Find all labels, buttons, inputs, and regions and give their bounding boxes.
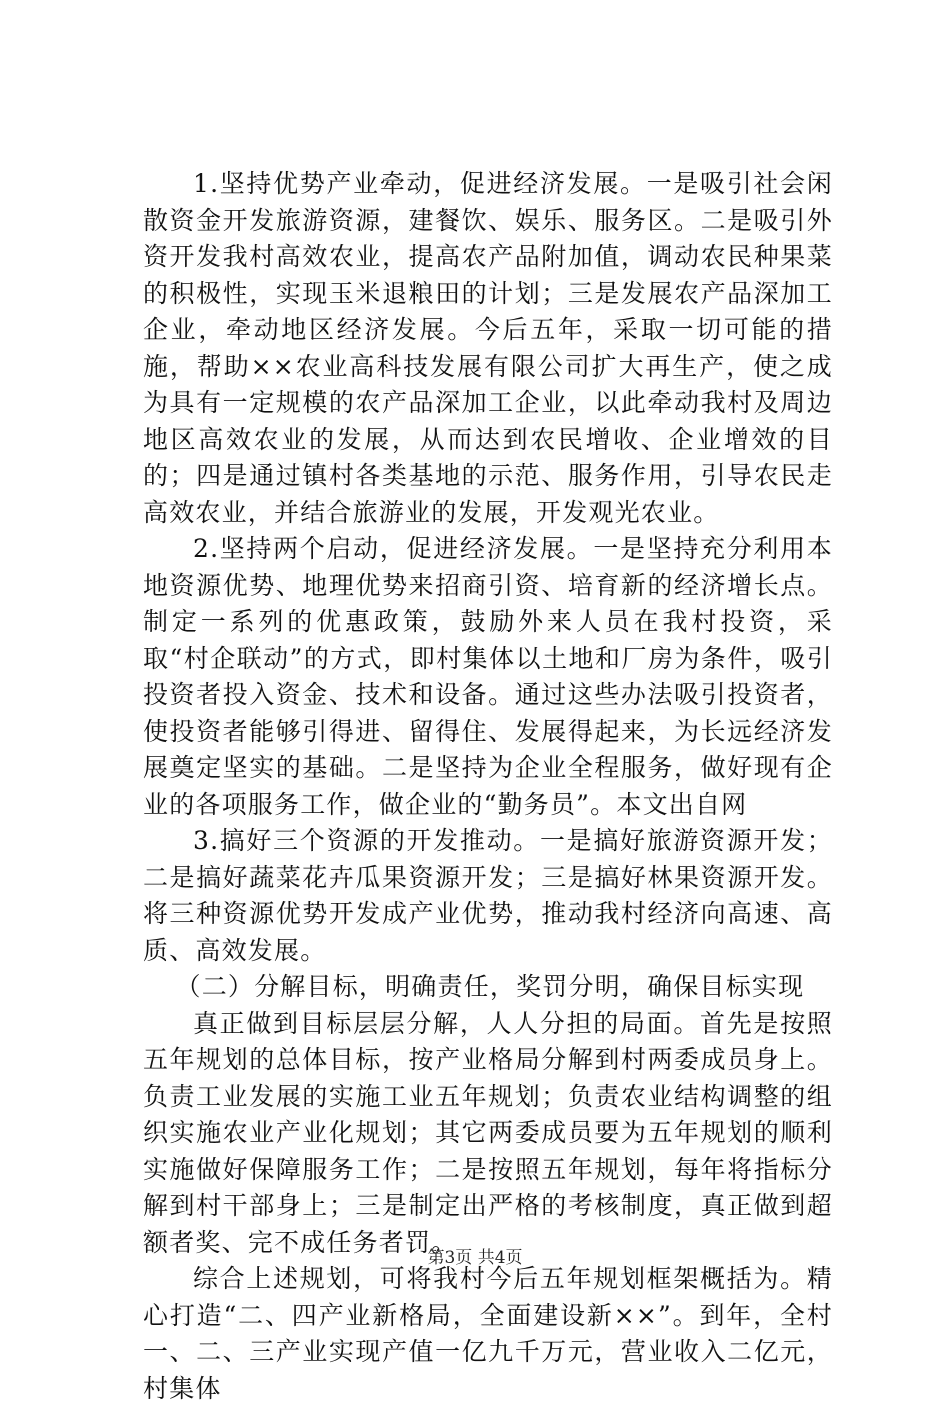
- paragraph-goal-breakdown: 真正做到目标层层分解，人人分担的局面。首先是按照五年规划的总体目标，按产业格局分解到村两委成员身上。负责工业发展的实施工业五年规划；负责农业结构调整的组织实施农业产业化规划；其它两委成员要为五年规划的顺利实施做好保障服务工作；二是按照五年规划，每年将指标分解到村干部身上；三是制定出严格的考核制度，真正做到超额者奖、完不成任务者罚。: [143, 1008, 833, 1257]
- document-body: [143, 166, 833, 1407]
- paragraph-industry-driven: 1.坚持优势产业牵动，促进经济发展。一是吸引社会闲散资金开发旅游资源，建餐饮、娱乐、服务区。二是吸引外资开发我村高效农业，提高农产品附加值，调动农民种果菜的积极性，实现玉米退粮田的计划；三是发展农产品深加工企业，牵动地区经济发展。今后五年，采取一切可能的措施，帮助××农业高科技发展有限公司扩大再生产，使之成为具有一定规模的农产品深加工企业，以此牵动我村及周边地区高效农业的发展，从而达到农民增收、企业增效的目的；四是通过镇村各类基地的示范、服务作用，引导农民走高效农业，并结合旅游业的发展，开发观光农业。: [143, 169, 833, 527]
- paragraph-two-startups: 2.坚持两个启动，促进经济发展。一是坚持充分利用本地资源优势、地理优势来招商引资、培育新的经济增长点。制定一系列的优惠政策，鼓励外来人员在我村投资，采取“村企联动”的方式，即村集体以土地和厂房为条件，吸引投资者投入资金、技术和设备。通过这些办法吸引投资者，使投资者能够引得进、留得住、发展得起来，为长远经济发展奠定坚实的基础。二是坚持为企业全程服务，做好现有企业的各项服务工作，做企业的“勤务员”。本文出自网: [143, 534, 833, 819]
- page-footer: 第3页 共4页: [427, 1248, 523, 1268]
- section-heading: （二）分解目标，明确责任，奖罚分明，确保目标实现: [175, 972, 805, 1001]
- paragraph-three-resources: 3.搞好三个资源的开发推动。一是搞好旅游资源开发；二是搞好蔬菜花卉瓜果资源开发；三是搞好林果资源开发。将三种资源优势开发成产业优势，推动我村经济向高速、高质、高效发展。: [143, 826, 833, 965]
- paragraph-summary: 综合上述规划，可将我村今后五年规划框架概括为。精心打造“二、四产业新格局，全面建设新××”。到年，全村一、二、三产业实现产值一亿九千万元，营业收入二亿元，村集体: [143, 1264, 833, 1403]
